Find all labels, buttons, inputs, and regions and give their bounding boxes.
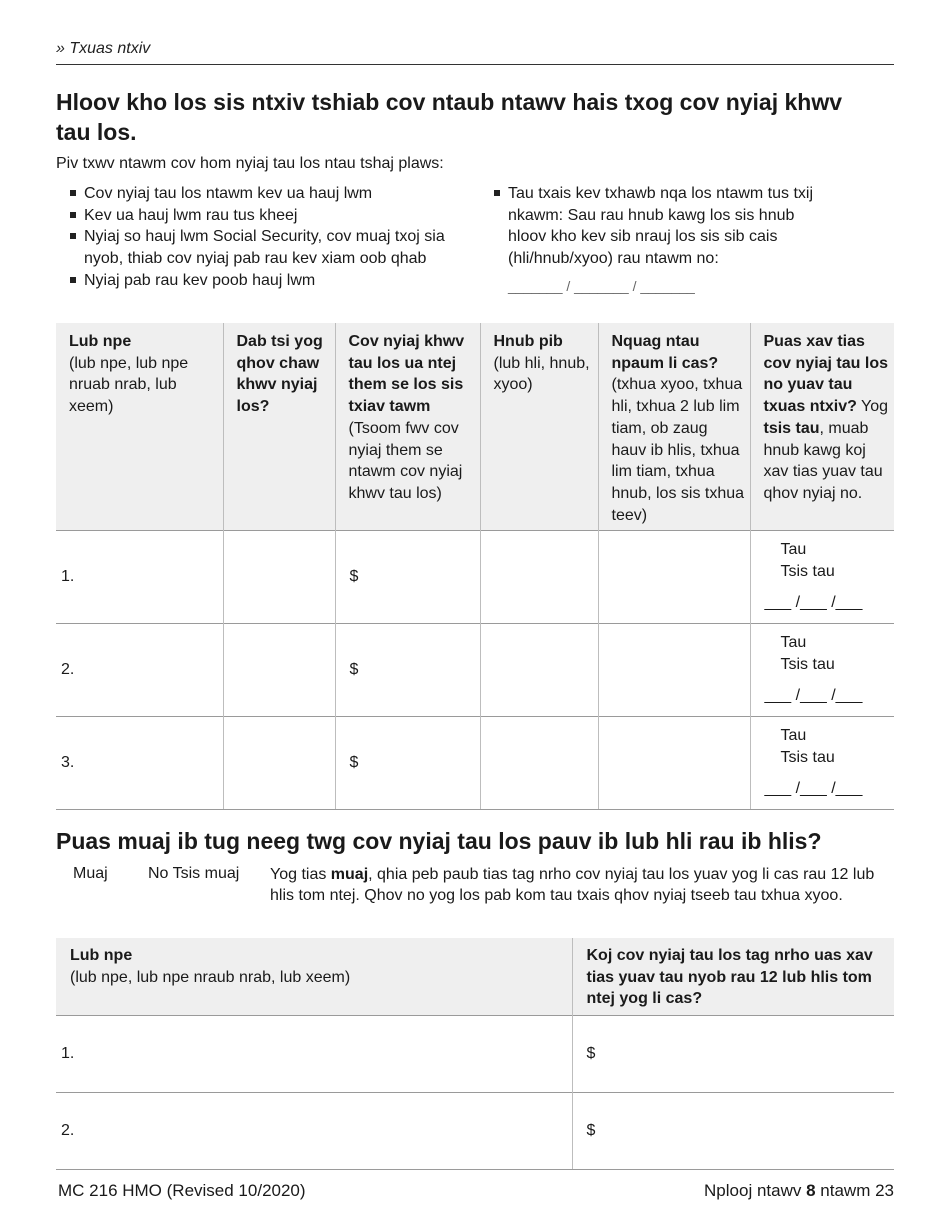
col-header-source: Dab tsi yog qhov chaw khwv nyiaj los?	[223, 323, 335, 531]
option-no-tsis-muaj[interactable]: No Tsis muaj	[148, 865, 240, 882]
source-cell[interactable]	[223, 717, 335, 810]
col-header-frequency: Nquag ntau npaum li cas? (txhua xyoo, txhua hli, txhua 2 lub lim tiam, ob zaug hauv ib hlis, txhua lim tiam, txhua hnub, los sis txhua teev)	[598, 323, 750, 531]
income-examples-list-right	[480, 183, 830, 270]
col-header-continue: Puas xav tias cov nyiaj tau los no yuav tau txuas ntxiv? Yog tsis tau, muab hnub kawg koj xav tias yuav tau qhov nyiaj no.	[750, 323, 894, 531]
row-number[interactable]: 3.	[56, 717, 223, 810]
end-date-field[interactable]: ___ /___ /___	[764, 594, 863, 612]
page-number: Nplooj ntawv 8 ntawm 23	[704, 1181, 894, 1200]
table-row	[56, 531, 894, 624]
list-item: Nyiaj pab rau kev poob hauj lwm	[56, 270, 456, 292]
list-item: Tau txais kev txhawb nqa los ntawm tus txij nkawm: Sau rau hnub kawg los sis hnub hloov kho kev sib nrauj los sis sib cais (hli/hnub/xyoo) rau ntawm no:	[480, 183, 830, 270]
spousal-support-date-field[interactable]: _______ / _______ / _______	[508, 278, 695, 294]
frequency-cell[interactable]	[598, 531, 750, 624]
option-yes[interactable]: Tau	[780, 727, 807, 745]
section-heading-monthly-change: Puas muaj ib tug neeg twg cov nyiaj tau los pauv ib lub hli rau ib hlis?	[56, 828, 822, 854]
gross-amount-cell[interactable]: $	[335, 717, 480, 810]
end-date-field[interactable]: ___ /___ /___	[764, 780, 863, 798]
row-number[interactable]: 1.	[56, 1016, 572, 1093]
frequency-cell[interactable]	[598, 624, 750, 717]
table-row	[56, 624, 894, 717]
col-header-name: Lub npe (lub npe, lub npe nraub nrab, lub xeem)	[56, 938, 572, 1016]
row-number[interactable]: 1.	[56, 531, 223, 624]
annual-amount-cell[interactable]: $	[572, 1093, 894, 1170]
income-table	[56, 323, 894, 810]
income-examples-intro: Piv txwv ntawm cov hom nyiaj tau los ntau tshaj plaws:	[56, 155, 444, 172]
source-cell[interactable]	[223, 531, 335, 624]
option-no[interactable]: Tsis tau	[780, 749, 835, 767]
start-date-cell[interactable]	[480, 624, 598, 717]
annual-amount-cell[interactable]: $	[572, 1016, 894, 1093]
start-date-cell[interactable]	[480, 531, 598, 624]
col-header-annual-total: Koj cov nyiaj tau los tag nrho uas xav tias yuav tau nyob rau 12 lub hlis tom ntej yog li cas?	[572, 938, 894, 1016]
continue-label: » Txuas ntxiv	[56, 40, 151, 57]
table-row	[56, 1093, 894, 1170]
annual-income-table	[56, 938, 894, 1170]
list-item: Nyiaj so hauj lwm Social Security, cov muaj txoj sia nyob, thiab cov nyiaj pab rau kev xiam oob qhab	[56, 226, 456, 269]
list-item: Cov nyiaj tau los ntawm kev ua hauj lwm	[56, 183, 456, 205]
option-yes-muaj[interactable]: Muaj	[73, 865, 108, 882]
frequency-cell[interactable]	[598, 717, 750, 810]
table-row	[56, 1016, 894, 1093]
col-header-start-date: Hnub pib (lub hli, hnub, xyoo)	[480, 323, 598, 531]
row-number[interactable]: 2.	[56, 1093, 572, 1170]
table-header-row	[56, 938, 894, 1016]
table-header-row	[56, 323, 894, 531]
section-heading-income-update: Hloov kho los sis ntxiv tshiab cov ntaub ntawv hais txog cov nyiaj khwv tau los.	[56, 89, 843, 145]
gross-amount-cell[interactable]: $	[335, 531, 480, 624]
end-date-field[interactable]: ___ /___ /___	[764, 687, 863, 705]
row-number[interactable]: 2.	[56, 624, 223, 717]
start-date-cell[interactable]	[480, 717, 598, 810]
form-id: MC 216 HMO (Revised 10/2020)	[58, 1181, 306, 1200]
source-cell[interactable]	[223, 624, 335, 717]
option-yes[interactable]: Tau	[780, 634, 807, 652]
monthly-change-instructions: Yog tias muaj, qhia peb paub tias tag nrho cov nyiaj tau los yuav yog li cas rau 12 lub hlis tom ntej. Qhov no yog los pab kom tau txais qhov nyiaj tseeb tau txhua xyoo.	[270, 866, 875, 905]
list-item: Kev ua hauj lwm rau tus kheej	[56, 205, 456, 227]
continue-cell	[750, 531, 894, 624]
continue-cell	[750, 624, 894, 717]
table-row	[56, 717, 894, 810]
option-no[interactable]: Tsis tau	[780, 563, 835, 581]
income-examples-list-left	[56, 183, 456, 292]
gross-amount-cell[interactable]: $	[335, 624, 480, 717]
col-header-gross: Cov nyiaj khwv tau los ua ntej them se los sis txiav tawm (Tsoom fwv cov nyiaj them se ntawm cov nyiaj khwv tau los)	[335, 323, 480, 531]
option-yes[interactable]: Tau	[780, 541, 807, 559]
col-header-name: Lub npe (lub npe, lub npe nruab nrab, lub xeem)	[56, 323, 223, 531]
option-no[interactable]: Tsis tau	[780, 656, 835, 674]
continue-cell	[750, 717, 894, 810]
header-divider	[56, 64, 894, 65]
